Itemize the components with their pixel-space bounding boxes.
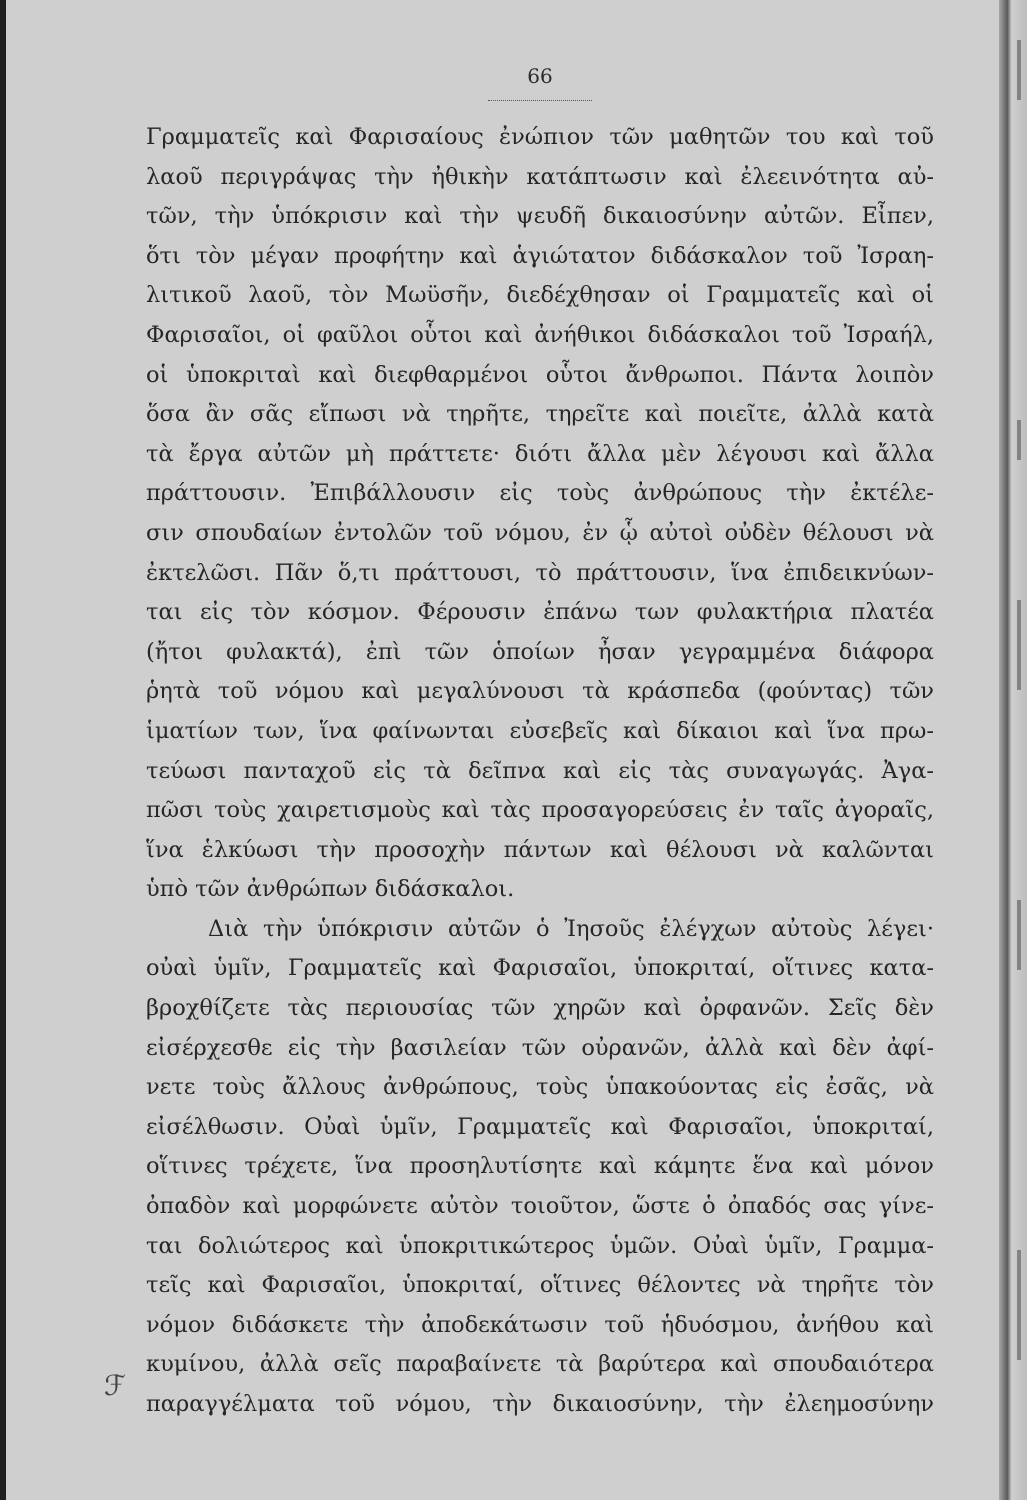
text-line: ἵνα ἑλκύωσι τὴν προσοχὴν πάντων καὶ θέλουσι νὰ καλῶνται xyxy=(146,836,934,863)
text-line: οἱ ὑποκριταὶ καὶ διεφθαρμένοι οὗτοι ἄνθρωποι. Πάντα λοιπὸν xyxy=(146,361,934,388)
text-line: ται εἰς τὸν κόσμον. Φέρουσιν ἐπάνω των φυλακτήρια πλατέα xyxy=(146,599,934,626)
text-line: λιτικοῦ λαοῦ, τὸν Μωϋσῆν, διεδέχθησαν οἱ Γραμματεῖς καὶ οἱ xyxy=(146,282,934,309)
text-line: Διὰ τὴν ὑπόκρισιν αὐτῶν ὁ Ἰησοῦς ἐλέγχων αὐτοὺς λέγει· xyxy=(208,915,934,942)
text-line: ἱματίων των, ἵνα φαίνωνται εὐσεβεῖς καὶ δίκαιοι καὶ ἵνα πρω- xyxy=(146,717,934,744)
text-line: οἵτινες τρέχετε, ἵνα προσηλυτίσητε καὶ κάμητε ἕνα καὶ μόνον xyxy=(146,1153,934,1180)
text-line: ὑπὸ τῶν ἀνθρώπων διδάσκαλοι. xyxy=(146,876,515,903)
text-line: τεύωσι πανταχοῦ εἰς τὰ δεῖπνα καὶ εἰς τὰς συναγωγάς. Ἀγα- xyxy=(146,757,934,784)
text-line: εἰσέλθωσιν. Οὐαὶ ὑμῖν, Γραμματεῖς καὶ Φαρισαῖοι, ὑποκριταί, xyxy=(146,1113,934,1140)
text-line: νετε τοὺς ἄλλους ἀνθρώπους, τοὺς ὑπακούοντας εἰς ἐσᾶς, νὰ xyxy=(146,1074,934,1101)
page-number-rule xyxy=(488,100,592,101)
text-line: τεῖς καὶ Φαρισαῖοι, ὑποκριταί, οἵτινες θέλοντες νὰ τηρῆτε τὸν xyxy=(146,1272,934,1299)
right-binding-fold xyxy=(999,0,1027,1500)
page-number: 66 xyxy=(527,64,553,88)
text-line: οὐαὶ ὑμῖν, Γραμματεῖς καὶ Φαρισαῖοι, ὑποκριταί, οἵτινες κατα- xyxy=(146,955,934,982)
text-line: τῶν, τὴν ὑπόκρισιν καὶ τὴν ψευδῆ δικαιοσύνην αὐτῶν. Εἶπεν, xyxy=(146,203,934,230)
text-line: βροχθίζετε τὰς περιουσίας τῶν χηρῶν καὶ ὀρφανῶν. Σεῖς δὲν xyxy=(146,995,934,1022)
text-line: ἐκτελῶσι. Πᾶν ὅ,τι πράττουσι, τὸ πράττουσιν, ἵνα ἐπιδεικνύων- xyxy=(146,559,934,586)
text-line: Γραμματεῖς καὶ Φαρισαίους ἐνώπιον τῶν μαθητῶν του καὶ τοῦ xyxy=(146,124,934,150)
text-line: ῥητὰ τοῦ νόμου καὶ μεγαλύνουσι τὰ κράσπεδα (φούντας) τῶν xyxy=(146,678,934,705)
body-text xyxy=(146,118,934,1425)
text-line: σιν σπουδαίων ἐντολῶν τοῦ νόμου, ἐν ᾧ αὐτοὶ οὐδὲν θέλουσι νὰ xyxy=(146,519,934,546)
text-line: εἰσέρχεσθε εἰς τὴν βασιλείαν τῶν οὐρανῶν, ἀλλὰ καὶ δὲν ἀφί- xyxy=(146,1034,934,1061)
text-line: κυμίνου, ἀλλὰ σεῖς παραβαίνετε τὰ βαρύτερα καὶ σπουδαιότερα xyxy=(146,1351,934,1378)
left-page-edge xyxy=(0,0,6,1500)
margin-mark: ℱ xyxy=(104,1369,127,1402)
text-line: ὅτι τὸν μέγαν προφήτην καὶ ἁγιώτατον διδάσκαλον τοῦ Ἰσραη- xyxy=(146,242,934,269)
text-line: ται δολιώτερος καὶ ὑποκριτικώτερος ὑμῶν. Οὐαὶ ὑμῖν, Γραμμα- xyxy=(146,1232,934,1259)
text-line: παραγγέλματα τοῦ νόμου, τὴν δικαιοσύνην, τὴν ἐλεημοσύνην xyxy=(146,1391,934,1417)
text-line: ὀπαδὸν καὶ μορφώνετε αὐτὸν τοιοῦτον, ὥστε ὁ ὀπαδός σας γίνε- xyxy=(146,1193,934,1220)
text-line: πῶσι τοὺς χαιρετισμοὺς καὶ τὰς προσαγορεύσεις ἐν ταῖς ἀγοραῖς, xyxy=(146,797,934,824)
text-line: Φαρισαῖοι, οἱ φαῦλοι οὗτοι καὶ ἀνήθικοι διδάσκαλοι τοῦ Ἰσραήλ, xyxy=(146,321,934,348)
text-line: (ἤτοι φυλακτά), ἐπὶ τῶν ὁποίων ἦσαν γεγραμμένα διάφορα xyxy=(146,638,934,665)
text-line: ὅσα ἂν σᾶς εἴπωσι νὰ τηρῆτε, τηρεῖτε καὶ ποιεῖτε, ἀλλὰ κατὰ xyxy=(146,401,934,428)
text-line: λαοῦ περιγράψας τὴν ἠθικὴν κατάπτωσιν καὶ ἐλεεινότητα αὐ- xyxy=(146,163,934,190)
text-line: νόμον διδάσκετε τὴν ἀποδεκάτωσιν τοῦ ἡδυόσμου, ἀνήθου καὶ xyxy=(146,1311,934,1338)
text-line: πράττουσιν. Ἐπιβάλλουσιν εἰς τοὺς ἀνθρώπους τὴν ἐκτέλε- xyxy=(146,480,934,507)
text-line: τὰ ἔργα αὐτῶν μὴ πράττετε· διότι ἄλλα μὲν λέγουσι καὶ ἄλλα xyxy=(146,440,934,467)
